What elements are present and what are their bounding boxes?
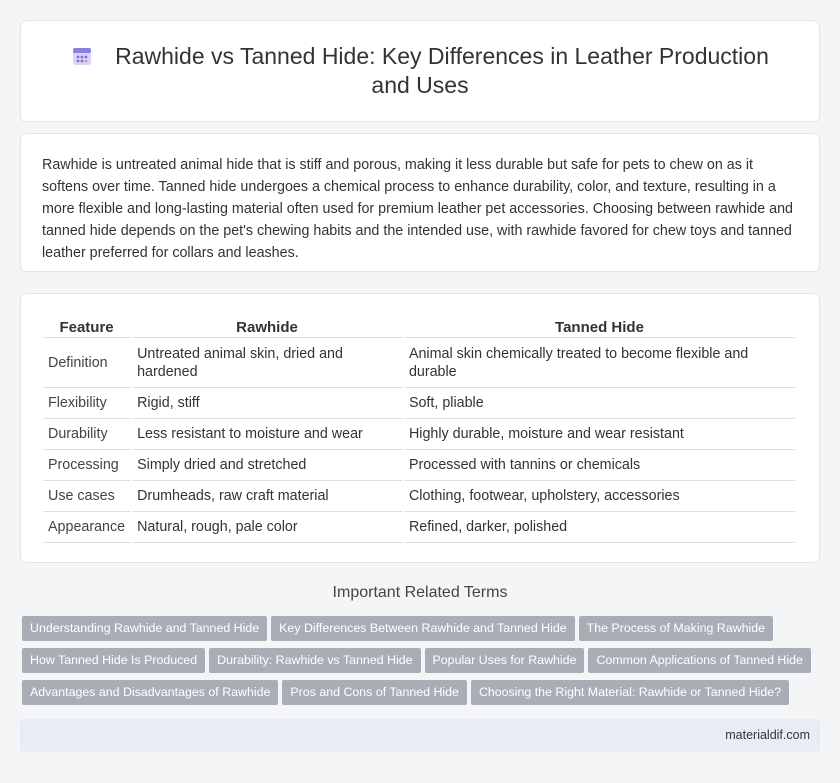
comparison-table bbox=[41, 314, 797, 543]
column-header: Rawhide bbox=[132, 314, 402, 338]
comparison-table-card bbox=[20, 293, 820, 563]
footer bbox=[20, 719, 820, 752]
related-term-link[interactable]: Key Differences Between Rawhide and Tanned Hide bbox=[271, 616, 574, 641]
table-cell-rawhide: Rigid, stiff bbox=[132, 388, 402, 419]
related-terms-tags bbox=[22, 616, 822, 712]
page-title: Rawhide vs Tanned Hide: Key Differences in Leather Production and Uses bbox=[115, 43, 769, 98]
related-term-link[interactable]: Advantages and Disadvantages of Rawhide bbox=[22, 680, 278, 705]
calendar-grid-icon bbox=[71, 45, 93, 67]
related-term-link[interactable]: Understanding Rawhide and Tanned Hide bbox=[22, 616, 267, 641]
table-cell-rawhide: Untreated animal skin, dried and hardened bbox=[132, 338, 402, 388]
footer-site-link[interactable]: materialdif.com bbox=[725, 728, 810, 742]
table-cell-feature: Definition bbox=[43, 338, 130, 388]
related-term-link[interactable]: Popular Uses for Rawhide bbox=[425, 648, 585, 673]
table-cell-feature: Processing bbox=[43, 450, 130, 481]
header-card bbox=[20, 20, 820, 122]
table-cell-tanned: Refined, darker, polished bbox=[404, 512, 795, 543]
table-cell-feature: Use cases bbox=[43, 481, 130, 512]
intro-card bbox=[20, 133, 820, 272]
table-cell-feature: Durability bbox=[43, 419, 130, 450]
column-header: Tanned Hide bbox=[404, 314, 795, 338]
related-terms-title: Important Related Terms bbox=[332, 584, 508, 601]
tag-row bbox=[22, 648, 822, 680]
table-row bbox=[43, 419, 795, 450]
table-cell-tanned: Processed with tannins or chemicals bbox=[404, 450, 795, 481]
table-cell-feature: Appearance bbox=[43, 512, 130, 543]
related-term-link[interactable]: Choosing the Right Material: Rawhide or Tanned Hide? bbox=[471, 680, 789, 705]
table-row bbox=[43, 481, 795, 512]
related-term-link[interactable]: How Tanned Hide Is Produced bbox=[22, 648, 205, 673]
table-cell-tanned: Clothing, footwear, upholstery, accessories bbox=[404, 481, 795, 512]
table-cell-tanned: Animal skin chemically treated to become flexible and durable bbox=[404, 338, 795, 388]
table-cell-feature: Flexibility bbox=[43, 388, 130, 419]
table-cell-tanned: Soft, pliable bbox=[404, 388, 795, 419]
table-row bbox=[43, 388, 795, 419]
related-term-link[interactable]: Pros and Cons of Tanned Hide bbox=[282, 680, 467, 705]
table-cell-rawhide: Less resistant to moisture and wear bbox=[132, 419, 402, 450]
table-header-row bbox=[43, 314, 795, 338]
related-term-link[interactable]: The Process of Making Rawhide bbox=[579, 616, 773, 641]
table-cell-rawhide: Simply dried and stretched bbox=[132, 450, 402, 481]
table-row bbox=[43, 512, 795, 543]
table-cell-rawhide: Drumheads, raw craft material bbox=[132, 481, 402, 512]
title-row bbox=[21, 42, 819, 100]
table-row bbox=[43, 450, 795, 481]
column-header: Feature bbox=[43, 314, 130, 338]
table-cell-rawhide: Natural, rough, pale color bbox=[132, 512, 402, 543]
related-term-link[interactable]: Durability: Rawhide vs Tanned Hide bbox=[209, 648, 420, 673]
tag-row bbox=[22, 680, 822, 712]
tag-row bbox=[22, 616, 822, 648]
intro-paragraph: Rawhide is untreated animal hide that is stiff and porous, making it less durable but safe for pets to chew on as it softens over time. Tanned hide undergoes a chemical process to enhance durability, color, and texture, resulting in a more flexible and long-lasting material often used for premium leather pet accessories. Choosing between rawhide and tanned hide depends on the pet's chewing habits and the intended use, with rawhide favored for chew toys and tanned leather preferred for collars and leashes. bbox=[42, 157, 793, 261]
table-row bbox=[43, 338, 795, 388]
table-cell-tanned: Highly durable, moisture and wear resistant bbox=[404, 419, 795, 450]
related-term-link[interactable]: Common Applications of Tanned Hide bbox=[588, 648, 810, 673]
